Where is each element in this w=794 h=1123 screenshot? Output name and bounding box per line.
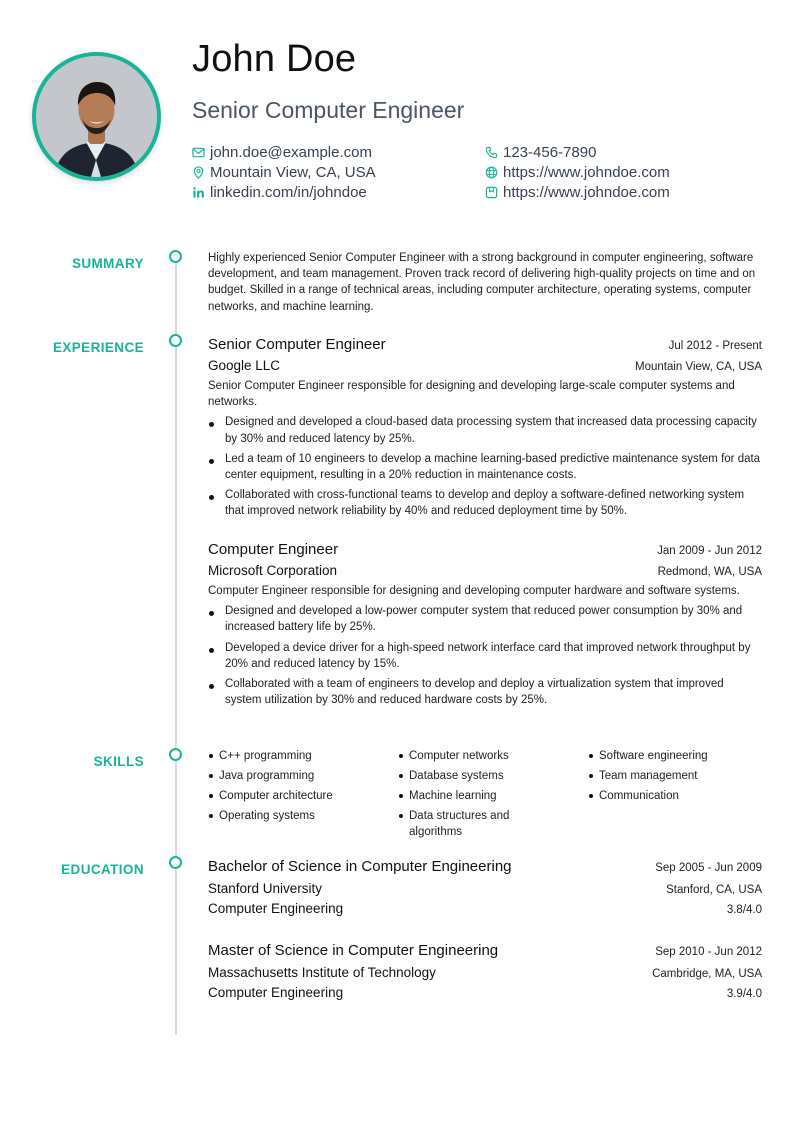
contact-linkedin[interactable] bbox=[192, 183, 485, 201]
job-achievements bbox=[208, 603, 762, 708]
profile-photo bbox=[36, 56, 157, 177]
job-date: Jan 2009 - Jun 2012 bbox=[657, 545, 762, 557]
contact-portfolio-text: https://www.johndoe.com bbox=[503, 183, 670, 201]
portfolio-icon bbox=[485, 186, 498, 199]
achievement-item: Led a team of 10 engineers to develop a machine learning-based predictive maintenance system for data center equipment, resulting in a 20% reduction in maintenance costs. bbox=[208, 451, 762, 483]
person-portrait-icon bbox=[36, 56, 157, 177]
timeline-dot-experience bbox=[169, 334, 182, 347]
job-company: Microsoft Corporation bbox=[208, 563, 338, 578]
skill-item: Machine learning bbox=[398, 788, 588, 804]
job-description: Computer Engineer responsible for designing and developing computer hardware and software systems. bbox=[208, 585, 740, 597]
contact-website[interactable] bbox=[485, 163, 712, 181]
school-name: Massachusetts Institute of Technology bbox=[208, 965, 436, 980]
phone-icon bbox=[485, 146, 498, 159]
contact-website-text: https://www.johndoe.com bbox=[503, 163, 670, 181]
skill-item: Java programming bbox=[208, 768, 398, 784]
timeline-line bbox=[175, 262, 177, 1035]
timeline-dot-summary bbox=[169, 250, 182, 263]
linkedin-icon bbox=[192, 186, 205, 199]
degree-date: Sep 2010 - Jun 2012 bbox=[655, 946, 762, 958]
candidate-title: Senior Computer Engineer bbox=[192, 97, 465, 123]
section-label-experience: EXPERIENCE bbox=[52, 340, 144, 355]
skill-item: Communication bbox=[588, 788, 768, 804]
profile-photo-frame bbox=[32, 52, 161, 181]
school-location: Cambridge, MA, USA bbox=[652, 968, 762, 980]
experience-entry bbox=[208, 541, 762, 712]
contact-portfolio[interactable] bbox=[485, 183, 712, 201]
job-achievements bbox=[208, 414, 762, 519]
job-title: Computer Engineer bbox=[208, 541, 339, 558]
mail-icon bbox=[192, 146, 205, 159]
achievement-item: Designed and developed a low-power computer system that reduced power consumption by 30% and increased battery life by 25%. bbox=[208, 603, 762, 635]
degree-date: Sep 2005 - Jun 2009 bbox=[655, 862, 762, 874]
section-label-summary: SUMMARY bbox=[71, 256, 144, 271]
contact-phone[interactable] bbox=[485, 143, 712, 161]
school-location: Stanford, CA, USA bbox=[666, 884, 762, 896]
skill-item: Database systems bbox=[398, 768, 588, 784]
skill-item: Computer architecture bbox=[208, 788, 398, 804]
skill-item: Team management bbox=[588, 768, 768, 784]
contact-email-text: john.doe@example.com bbox=[210, 143, 372, 161]
summary-text: Highly experienced Senior Computer Engineer with a strong background in computer engineering, software development, and team management. Proven track record of delivering high-quality projects on time and on budget. Skilled in a range of technical areas, including computer architecture, operating systems, computer networks, and machine learning. bbox=[208, 252, 756, 313]
field-of-study: Computer Engineering bbox=[208, 985, 344, 1000]
achievement-item: Developed a device driver for a high-speed network interface card that improved network throughput by 20% and reduced latency by 15%. bbox=[208, 640, 762, 672]
job-description: Senior Computer Engineer responsible for designing and developing large-scale computer systems and networks. bbox=[208, 380, 735, 409]
job-title: Senior Computer Engineer bbox=[208, 336, 386, 353]
skill-item: Operating systems bbox=[208, 808, 398, 840]
section-label-skills: SKILLS bbox=[93, 754, 144, 769]
skills-list bbox=[208, 748, 768, 840]
skill-item: Software engineering bbox=[588, 748, 768, 764]
job-company: Google LLC bbox=[208, 358, 281, 373]
section-label-education: EDUCATION bbox=[61, 862, 144, 877]
contact-location-text: Mountain View, CA, USA bbox=[210, 163, 376, 181]
job-date: Jul 2012 - Present bbox=[668, 340, 762, 352]
education-entry bbox=[208, 942, 762, 1000]
achievement-item: Designed and developed a cloud-based data processing system that increased data processing capacity by 30% and reduced latency by 25%. bbox=[208, 414, 762, 446]
degree-title: Bachelor of Science in Computer Engineering bbox=[208, 858, 512, 875]
school-name: Stanford University bbox=[208, 881, 323, 896]
contact-linkedin-text: linkedin.com/in/johndoe bbox=[210, 183, 367, 201]
contact-list bbox=[192, 143, 712, 201]
experience-entry bbox=[208, 336, 762, 524]
gpa: 3.9/4.0 bbox=[726, 988, 762, 1000]
skill-item: Computer networks bbox=[398, 748, 588, 764]
achievement-item: Collaborated with a team of engineers to develop and deploy a virtualization system that improved system utilization by 30% and reduced hardware costs by 25%. bbox=[208, 676, 762, 708]
skill-item: Data structures and algorithms bbox=[398, 808, 528, 840]
contact-email[interactable] bbox=[192, 143, 485, 161]
contact-location bbox=[192, 163, 485, 181]
globe-icon bbox=[485, 166, 498, 179]
timeline-dot-education bbox=[169, 856, 182, 869]
achievement-item: Collaborated with cross-functional teams to develop and deploy a software-defined networking system that improved network reliability by 40% and reduced deployment time by 50%. bbox=[208, 487, 762, 519]
field-of-study: Computer Engineering bbox=[208, 901, 344, 916]
skill-item: C++ programming bbox=[208, 748, 398, 764]
candidate-name: John Doe bbox=[192, 38, 357, 80]
contact-phone-text: 123-456-7890 bbox=[503, 143, 597, 161]
gpa: 3.8/4.0 bbox=[726, 904, 762, 916]
degree-title: Master of Science in Computer Engineering bbox=[208, 942, 499, 959]
education-entry bbox=[208, 858, 762, 916]
job-location: Mountain View, CA, USA bbox=[635, 361, 762, 373]
location-icon bbox=[192, 166, 205, 179]
job-location: Redmond, WA, USA bbox=[657, 566, 762, 578]
timeline-dot-skills bbox=[169, 748, 182, 761]
